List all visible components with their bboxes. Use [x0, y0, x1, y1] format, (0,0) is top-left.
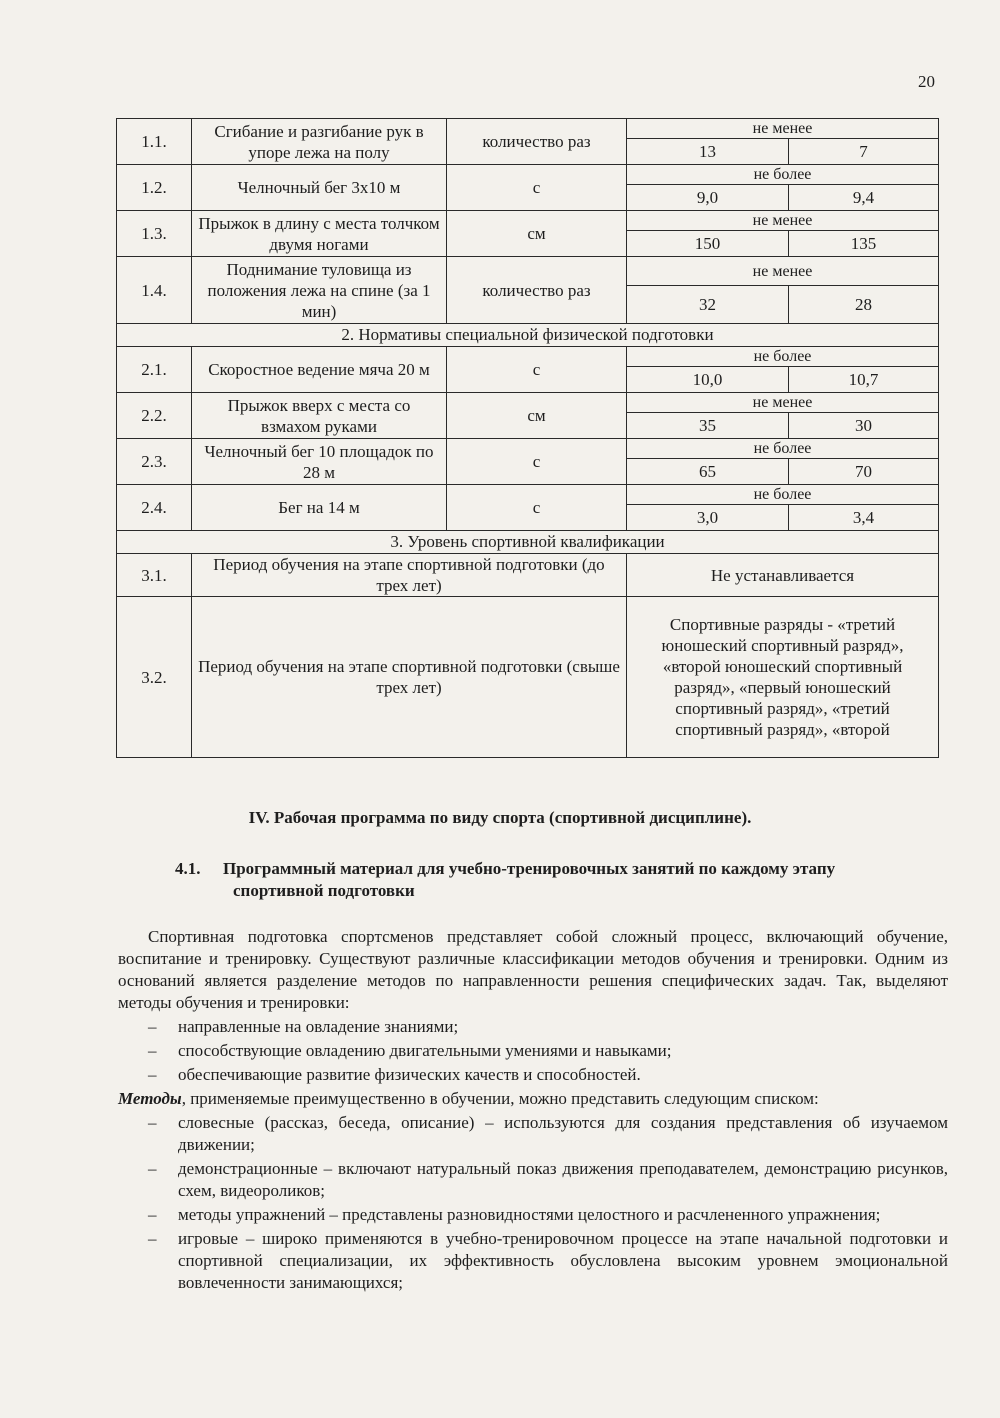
list-dash: –	[148, 1017, 157, 1036]
row-number: 1.2.	[117, 165, 192, 211]
norm-value-girls: 70	[789, 459, 939, 485]
methods-intro	[118, 1088, 948, 1110]
exercise-name: Челночный бег 3х10 м	[192, 165, 447, 211]
list-item-text: словесные (рассказ, беседа, описание) – используются для создания представления об изучаемом движении;	[178, 1113, 948, 1154]
table-row	[117, 257, 939, 286]
list-item-text: демонстрационные – включают натуральный показ движения преподавателем, демонстрацию рисунков, схем, видеороликов;	[178, 1159, 948, 1200]
exercise-name: Поднимание туловища из положения лежа на спине (за 1 мин)	[192, 257, 447, 324]
list-item	[118, 1228, 948, 1294]
unit-cell: с	[447, 347, 627, 393]
unit-cell: с	[447, 165, 627, 211]
row-number: 1.1.	[117, 119, 192, 165]
norm-value-girls: 30	[789, 413, 939, 439]
list-item	[118, 1112, 948, 1156]
norm-value-girls: 10,7	[789, 367, 939, 393]
norm-value-girls: 3,4	[789, 505, 939, 531]
list-item	[118, 1158, 948, 1202]
table-row	[117, 347, 939, 367]
exercise-name: Челночный бег 10 площадок по 28 м	[192, 439, 447, 485]
methods-intro-text: , применяемые преимущественно в обучении, можно представить следующим списком:	[181, 1089, 819, 1108]
list-item-text: игровые – широко применяются в учебно-тренировочном процессе на этапе начальной подготовки и спортивной специализации, их эффективность обусловлена высоким уровнем эмоциональной вовлеченности занимающихся;	[178, 1229, 948, 1292]
norm-value-boys: 3,0	[627, 505, 789, 531]
table-row	[117, 554, 939, 597]
row-number: 1.3.	[117, 211, 192, 257]
norm-value-boys: 10,0	[627, 367, 789, 393]
exercise-name: Прыжок в длину с места толчком двумя ногами	[192, 211, 447, 257]
subsection-title-line1: Программный материал для учебно-тренировочных занятий по каждому этапу	[223, 859, 836, 878]
list-item-text: обеспечивающие развитие физических качеств и способностей.	[178, 1065, 641, 1084]
norm-value-boys: 13	[627, 139, 789, 165]
body-text	[118, 926, 948, 1296]
qualification-period: Период обучения на этапе спортивной подготовки (до трех лет)	[192, 554, 627, 597]
condition-cell: не менее	[627, 257, 939, 286]
unit-cell: см	[447, 211, 627, 257]
norm-value-boys: 32	[627, 286, 789, 324]
norm-value-girls: 28	[789, 286, 939, 324]
table-row	[117, 165, 939, 185]
norm-value-girls: 9,4	[789, 185, 939, 211]
condition-cell: не более	[627, 165, 939, 185]
list-dash: –	[148, 1113, 157, 1132]
list-item-text: методы упражнений – представлены разновидностями целостного и расчлененного упражнения;	[178, 1205, 881, 1224]
section-title: 3. Уровень спортивной квалификации	[117, 531, 939, 554]
page-number: 20	[918, 72, 935, 91]
methods-keyword: Методы	[118, 1089, 182, 1108]
row-number: 2.1.	[117, 347, 192, 393]
list-item	[118, 1016, 948, 1038]
list-item-text: направленные на овладение знаниями;	[178, 1017, 459, 1036]
section-row	[117, 324, 939, 347]
unit-cell: с	[447, 485, 627, 531]
row-number: 3.2.	[117, 597, 192, 758]
exercise-name: Бег на 14 м	[192, 485, 447, 531]
table-row	[117, 211, 939, 231]
list-item	[118, 1040, 948, 1062]
subsection-title-line2: спортивной подготовки	[233, 881, 415, 900]
list-dash: –	[148, 1229, 157, 1248]
condition-cell: не более	[627, 485, 939, 505]
condition-cell: не менее	[627, 119, 939, 139]
unit-cell: см	[447, 393, 627, 439]
norm-value-girls: 135	[789, 231, 939, 257]
norm-value-girls: 7	[789, 139, 939, 165]
row-number: 1.4.	[117, 257, 192, 324]
condition-cell: не более	[627, 439, 939, 459]
unit-cell: количество раз	[447, 119, 627, 165]
section-title: 2. Нормативы специальной физической подготовки	[117, 324, 939, 347]
exercise-name: Скоростное ведение мяча 20 м	[192, 347, 447, 393]
intro-paragraph: Спортивная подготовка спортсменов представляет собой сложный процесс, включающий обучение, воспитание и тренировку. Существуют различные классификации методов обучения и тренировки. Одним из оснований является разделение методов по направленности решения специфических задач. Так, выделяют методы обучения и тренировки:	[118, 927, 948, 1012]
unit-cell: с	[447, 439, 627, 485]
subsection-heading	[175, 858, 945, 902]
row-number: 2.2.	[117, 393, 192, 439]
list-dash: –	[148, 1065, 157, 1084]
list-item	[118, 1064, 948, 1086]
qualification-requirement: Не устанавливается	[627, 554, 939, 597]
section-row	[117, 531, 939, 554]
norm-value-boys: 65	[627, 459, 789, 485]
table-row	[117, 119, 939, 139]
norm-value-boys: 9,0	[627, 185, 789, 211]
section-heading: IV. Рабочая программа по виду спорта (спортивной дисциплине).	[248, 808, 752, 827]
table-row	[117, 439, 939, 459]
list-dash: –	[148, 1159, 157, 1178]
methods-goals-list	[118, 1016, 948, 1086]
qualification-period: Период обучения на этапе спортивной подготовки (свыше трех лет)	[192, 597, 627, 758]
row-number: 2.3.	[117, 439, 192, 485]
list-dash: –	[148, 1041, 157, 1060]
list-dash: –	[148, 1205, 157, 1224]
table-row	[117, 485, 939, 505]
condition-cell: не менее	[627, 211, 939, 231]
table-row	[117, 393, 939, 413]
table-row	[117, 597, 939, 758]
subsection-number: 4.1.	[175, 859, 201, 878]
methods-list	[118, 1112, 948, 1294]
condition-cell: не более	[627, 347, 939, 367]
row-number: 2.4.	[117, 485, 192, 531]
norms-table	[116, 118, 939, 758]
list-item	[118, 1204, 948, 1226]
qualification-requirement: Спортивные разряды - «третий юношеский спортивный разряд», «второй юношеский спортивный разряд», «первый юношеский спортивный разряд», «третий спортивный разряд», «второй	[627, 597, 939, 758]
list-item-text: способствующие овладению двигательными умениями и навыками;	[178, 1041, 672, 1060]
unit-cell: количество раз	[447, 257, 627, 324]
norm-value-boys: 35	[627, 413, 789, 439]
exercise-name: Прыжок вверх с места со взмахом руками	[192, 393, 447, 439]
exercise-name: Сгибание и разгибание рук в упоре лежа на полу	[192, 119, 447, 165]
condition-cell: не менее	[627, 393, 939, 413]
row-number: 3.1.	[117, 554, 192, 597]
norm-value-boys: 150	[627, 231, 789, 257]
